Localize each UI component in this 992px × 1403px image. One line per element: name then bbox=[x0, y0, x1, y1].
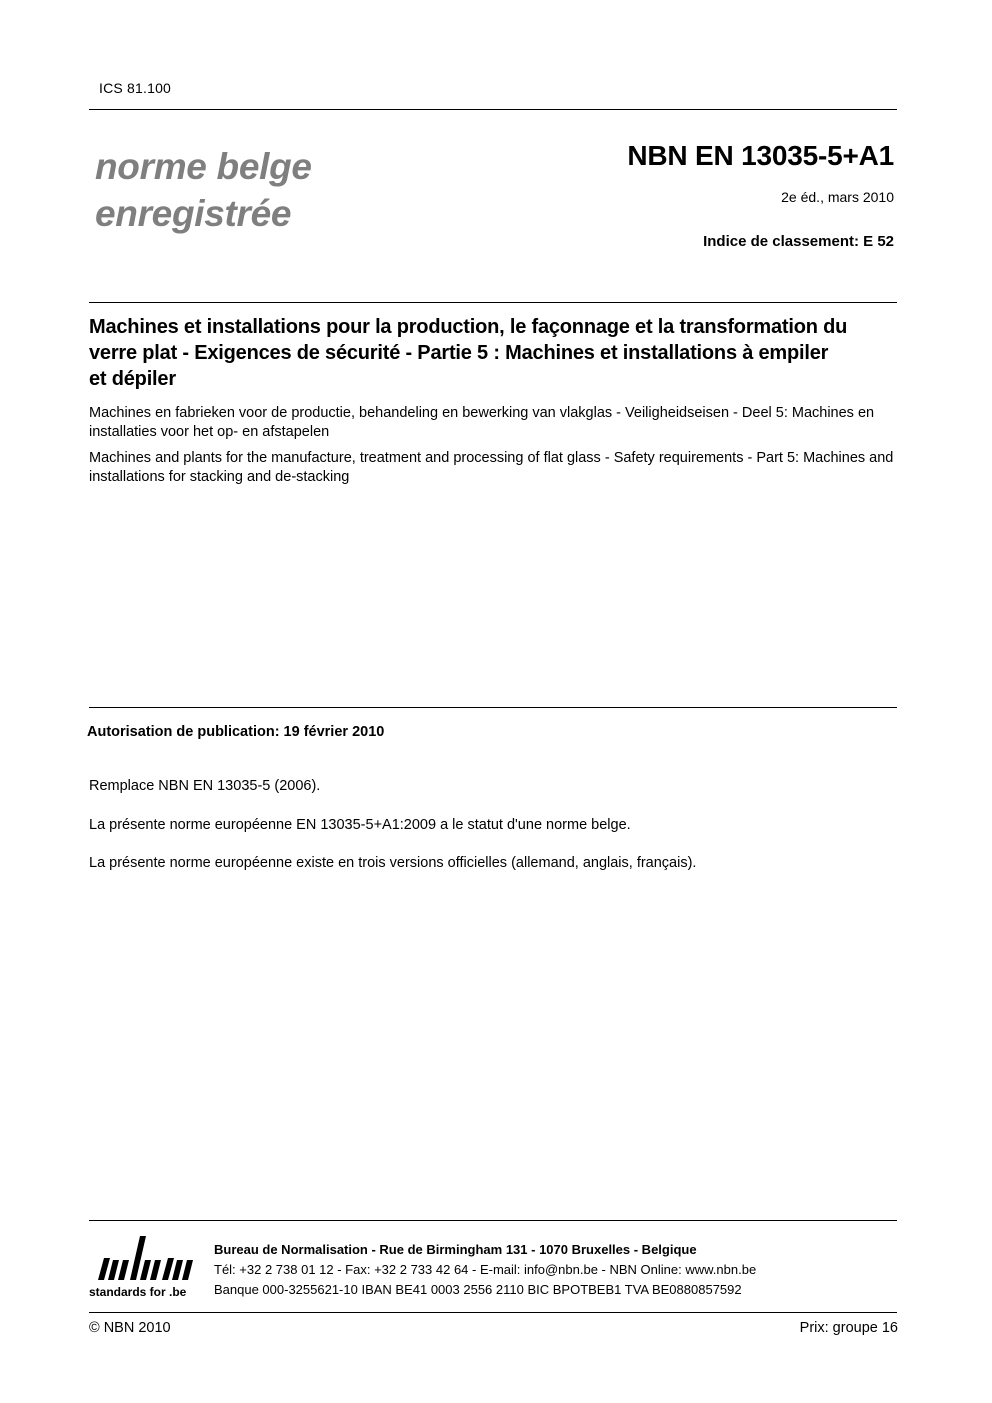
logo-caption: standards for .be bbox=[89, 1285, 187, 1299]
note-status: La présente norme européenne EN 13035-5+A1:2009 a le statut d'une norme belge. bbox=[89, 817, 631, 833]
publication-divider bbox=[89, 707, 897, 708]
address-line-2: Tél: +32 2 738 01 12 - Fax: +32 2 733 42 64 - E-mail: info@nbn.be - NBN Online: www.nbn.be bbox=[214, 1262, 757, 1277]
ics-code: ICS 81.100 bbox=[99, 80, 172, 96]
footer-divider bbox=[89, 1220, 897, 1221]
title-french: Machines et installations pour la production, le façonnage et la transformation du verre plat - Exigences de sécurité - Partie 5 : Machines et installations à empiler et dépiler bbox=[89, 316, 848, 390]
bottom-divider bbox=[89, 1312, 897, 1313]
brand-title bbox=[95, 143, 312, 237]
brand-line-1: norme belge bbox=[95, 146, 312, 187]
classification-index: Indice de classement: E 52 bbox=[703, 233, 894, 250]
brand-line-2: enregistrée bbox=[95, 193, 292, 234]
edition-date: 2e éd., mars 2010 bbox=[781, 189, 894, 205]
note-versions: La présente norme européenne existe en trois versions officielles (allemand, anglais, français). bbox=[89, 855, 697, 871]
title-english: Machines and plants for the manufacture, treatment and processing of flat glass - Safety requirements - Part 5: Machines and installations for stacking and de-stacking bbox=[89, 450, 894, 485]
address-line-1: Bureau de Normalisation - Rue de Birmingham 131 - 1070 Bruxelles - Belgique bbox=[214, 1242, 697, 1257]
publication-authorization: Autorisation de publication: 19 février 2010 bbox=[87, 724, 385, 740]
copyright: © NBN 2010 bbox=[89, 1320, 171, 1336]
address-line-3: Banque 000-3255621-10 IBAN BE41 0003 2556 2110 BIC BPOTBEB1 TVA BE0880857592 bbox=[214, 1282, 742, 1297]
title-dutch: Machines en fabrieken voor de productie, behandeling en bewerking van vlakglas - Veiligheidseisen - Deel 5: Machines en installaties voor het op- en afstapelen bbox=[89, 405, 875, 440]
standard-code: NBN EN 13035-5+A1 bbox=[627, 140, 894, 171]
note-replaces: Remplace NBN EN 13035-5 (2006). bbox=[89, 778, 321, 794]
price-group: Prix: groupe 16 bbox=[799, 1320, 898, 1336]
title-divider bbox=[89, 302, 897, 303]
header-divider bbox=[89, 109, 897, 110]
